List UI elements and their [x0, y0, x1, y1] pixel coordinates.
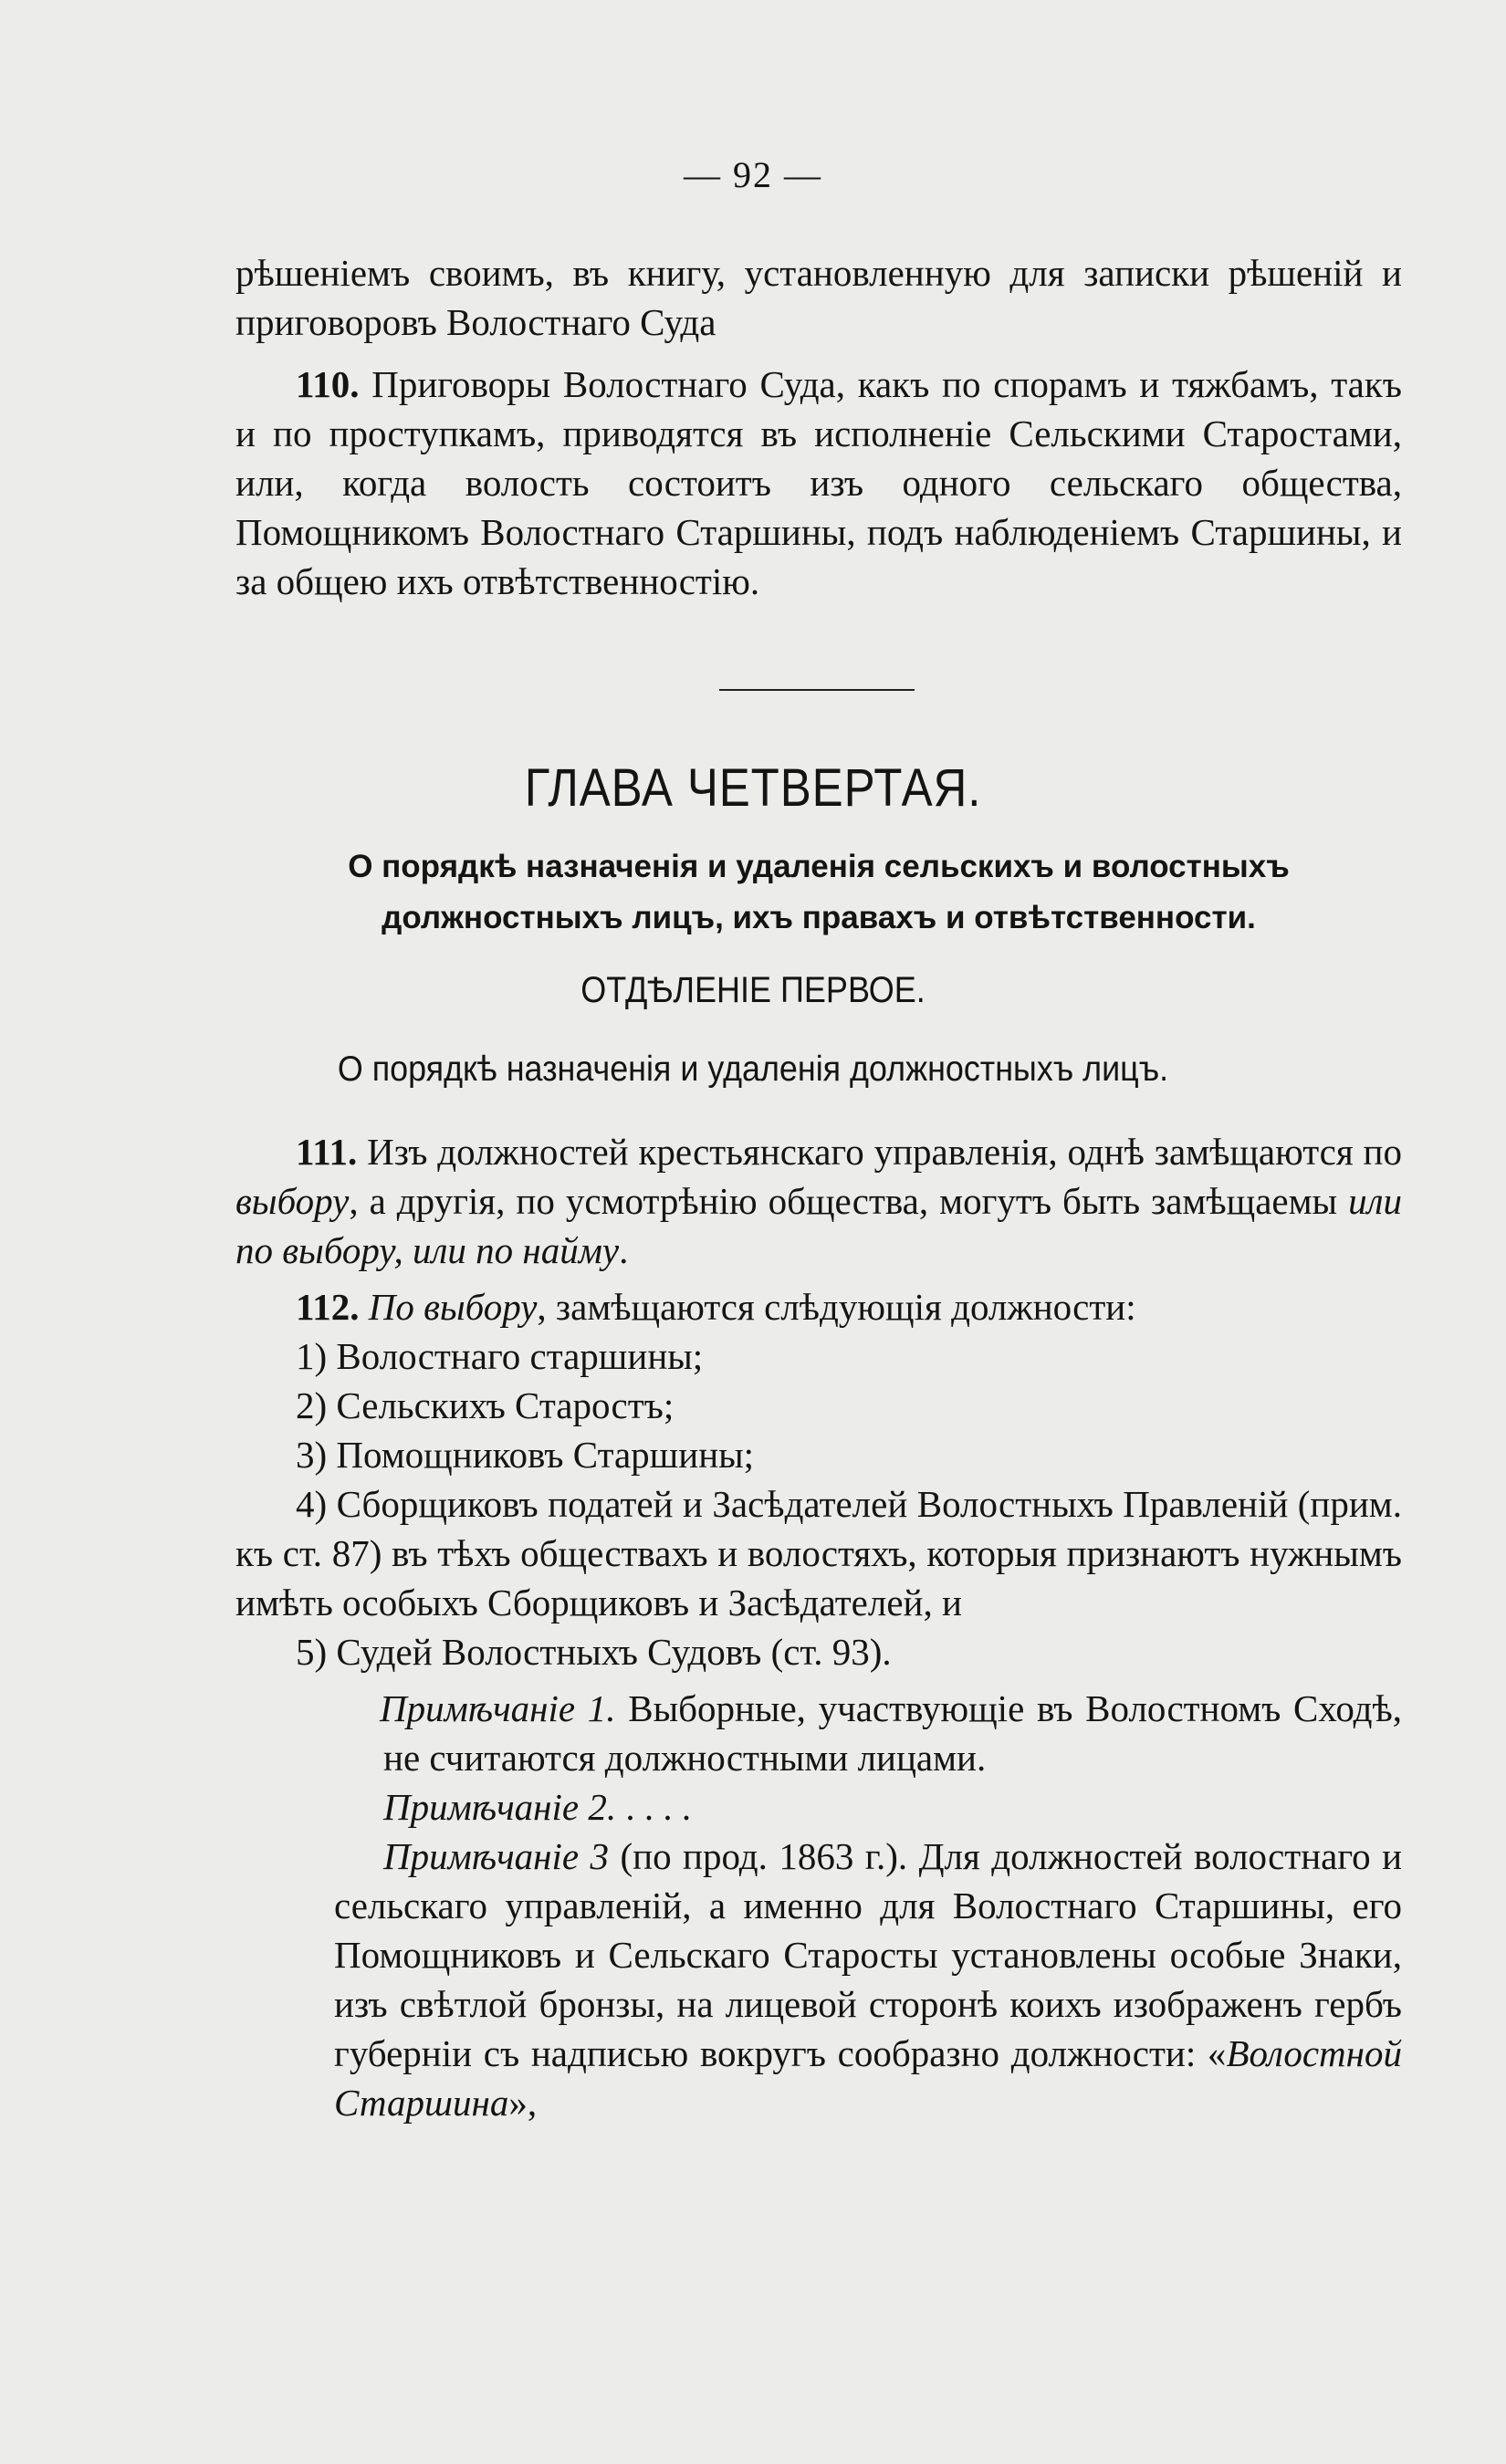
note-3	[235, 1832, 1402, 2127]
article-italic: выбору	[235, 1180, 350, 1222]
section-title: ОТДѢЛЕНІЕ ПЕРВОЕ.	[580, 970, 926, 1010]
note-text: »,	[508, 2082, 538, 2124]
article-number: 112.	[296, 1286, 360, 1328]
list-item: 4) Сборщиковъ податей и Засѣдателей Волостныхъ Правленій (прим. къ ст. 87) въ тѣхъ обществахъ и волостяхъ, которыя признаютъ нужнымъ имѣть особыхъ Сборщиковъ и Засѣдателей, и	[235, 1483, 1402, 1624]
article-text: , замѣщаются слѣдующія должности:	[537, 1286, 1136, 1328]
note-1	[235, 1684, 1402, 1782]
article-text: , а другія, по усмотрѣнію общества, могутъ быть замѣщаемы	[349, 1180, 1349, 1222]
article-111	[235, 1127, 1402, 1275]
article-number: 110.	[296, 363, 360, 405]
note-text: . . . .	[616, 1786, 692, 1828]
article-110	[235, 360, 1402, 606]
article-italic: или по выбору, или по найму	[235, 1180, 1402, 1271]
list-item: 2) Сельскихъ Старостъ;	[296, 1384, 675, 1426]
list-item: 5) Судей Волостныхъ Судовъ (ст. 93).	[296, 1631, 892, 1673]
note-italic: Волостной Старшина	[334, 2032, 1402, 2124]
article-text: .	[619, 1229, 629, 1271]
article-text: Изъ должностей крестьянскаго управленія, однѣ замѣщаются по	[357, 1131, 1402, 1173]
articles-block	[235, 1127, 1402, 2127]
separator-rule	[719, 689, 915, 691]
note-label: Примѣчаніе 2.	[383, 1786, 617, 1828]
note-text: Выборные, участвующіе въ Волостномъ Сходѣ, не считаются должностными лицами.	[383, 1687, 1403, 1779]
chapter-subtitle: О порядкѣ назначенія и удаленія сельскихъ и волостныхъ должностныхъ лицъ, ихъ правахъ и отвѣтственности.	[348, 849, 1290, 935]
continuation-paragraph: рѣшеніемъ своимъ, въ книгу, установленную для записки рѣшеній и приговоровъ Волостнаго Суда	[235, 252, 1402, 343]
top-text-block	[235, 248, 1402, 606]
list-item: 3) Помощниковъ Старшины;	[296, 1434, 755, 1476]
note-2	[235, 1782, 1402, 1832]
list-item: 1) Волостнаго старшины;	[296, 1335, 704, 1377]
article-number: 111.	[296, 1131, 358, 1173]
note-text: (по прод. 1863 г.). Для должностей волостнаго и сельскаго управленій, а именно для Волостнаго Старшины, его Помощниковъ и Сельскаго Старосты установлены особые Знаки, изъ свѣтлой бронзы, на лицевой сторонѣ коихъ изображенъ гербъ губерніи съ надписью вокругъ сообразно должности: «	[334, 1835, 1403, 2074]
page-number: — 92 —	[684, 154, 822, 195]
chapter-title: ГЛАВА ЧЕТВЕРТАЯ.	[524, 758, 982, 818]
article-italic: По выбору	[359, 1286, 538, 1328]
article-112	[235, 1282, 1402, 1331]
section-subtitle: О порядкѣ назначенія и удаленія должностныхъ лицъ.	[337, 1049, 1169, 1089]
note-label: Примѣчаніе 1.	[380, 1687, 616, 1729]
article-text: Приговоры Волостнаго Суда, какъ по спорамъ и тяжбамъ, такъ и по проступкамъ, приводятся въ исполненіе Сельскими Старостами, или, когда волость состоитъ изъ одного сельскаго общества, Помощникомъ Волостнаго Старшины, подъ наблюденіемъ Старшины, и за общею ихъ отвѣтственностію.	[235, 363, 1402, 602]
note-label: Примѣчаніе 3	[383, 1835, 610, 1877]
